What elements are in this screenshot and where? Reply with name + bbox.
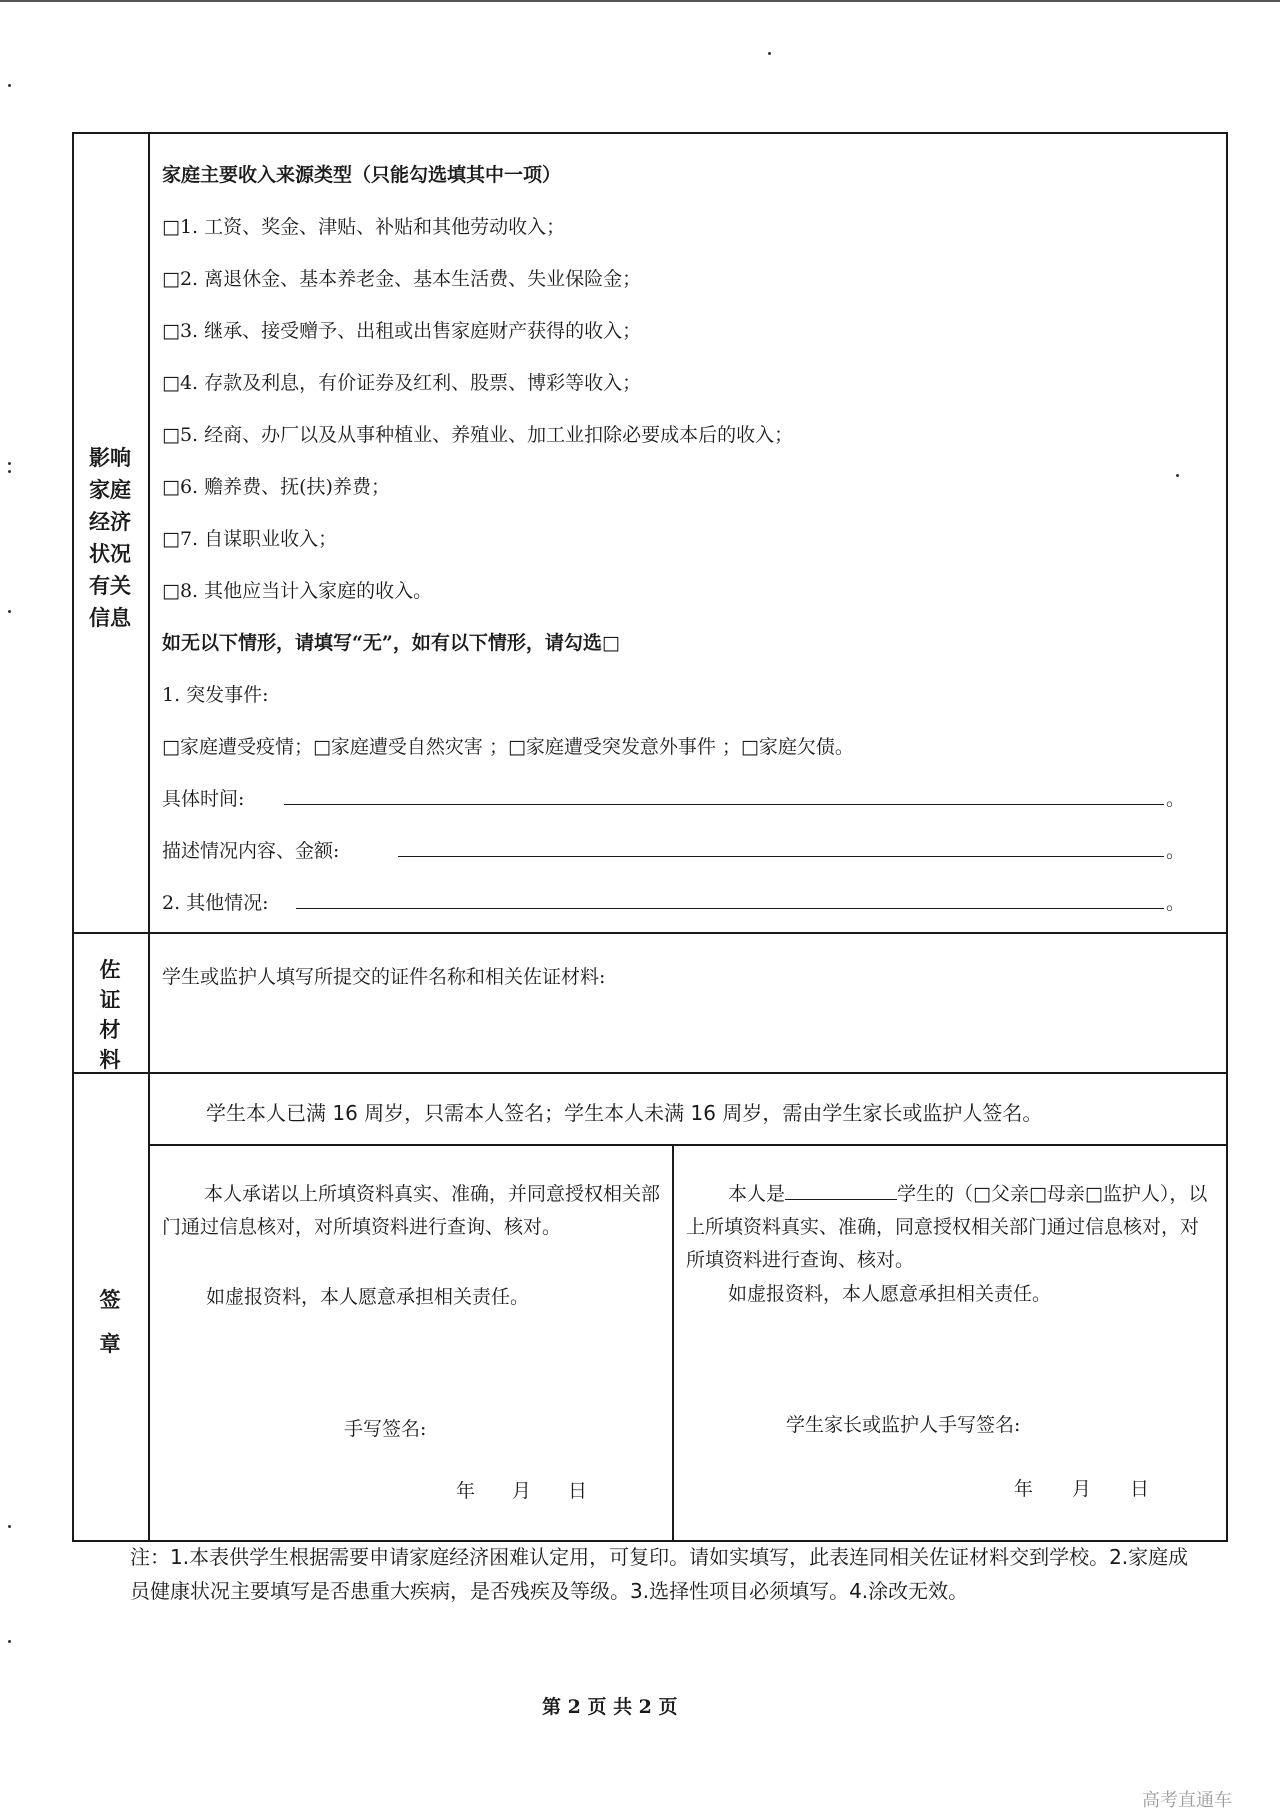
income-option-1[interactable]: □1. 工资、奖金、津贴、补贴和其他劳动收入；: [162, 216, 566, 238]
evidence-prompt: 学生或监护人填写所提交的证件名称和相关佐证材料:: [162, 966, 606, 988]
income-option-2[interactable]: □2. 离退休金、基本养老金、基本生活费、失业保险金；: [162, 268, 642, 290]
table-border-right: [1226, 132, 1228, 1542]
student-date-day: 日: [568, 1480, 588, 1502]
other-input-line[interactable]: [296, 908, 1164, 909]
signature-instruction: 学生本人已满 16 周岁，只需本人签名；学生本人未满 16 周岁，需由学生家长或监护人签名。: [206, 1101, 1043, 1125]
income-option-3[interactable]: □3. 继承、接受赠予、出租或出售家庭财产获得的收入；: [162, 320, 642, 342]
page-number: 第 2 页 共 2 页: [542, 1696, 678, 1718]
student-liability: 如虚报资料，本人愿意承担相关责任。: [206, 1286, 530, 1308]
label-line: 经济: [89, 509, 131, 534]
guardian-date-year: 年: [1014, 1478, 1034, 1500]
student-promise-text: 本人承诺以上所填资料真实、准确，并同意授权相关部门通过信息核对，对所填资料进行查询、核对。: [162, 1183, 661, 1238]
guardian-promise-rest: 学生的（□父亲□母亲□监护人），以上所填资料真实、准确，同意授权相关部门通过信息核对，对所填资料进行查询、核对。: [686, 1183, 1208, 1271]
time-label: 具体时间:: [162, 788, 245, 810]
scan-speck: [8, 462, 11, 465]
income-option-8[interactable]: □8. 其他应当计入家庭的收入。: [162, 580, 433, 602]
income-option-7[interactable]: □7. 自谋职业收入；: [162, 528, 338, 550]
desc-label: 描述情况内容、金额:: [162, 840, 340, 862]
guardian-liability: 如虚报资料，本人愿意承担相关责任。: [728, 1283, 1052, 1305]
student-sign-label: 手写签名:: [344, 1418, 427, 1440]
table-border-left: [72, 132, 74, 1542]
label-line: 状况: [89, 541, 131, 566]
student-promise: [162, 1178, 662, 1244]
student-date-month: 月: [512, 1480, 532, 1502]
watermark: 高考直通车: [1142, 1790, 1232, 1811]
guardian-date-month: 月: [1072, 1478, 1092, 1500]
desc-input-line[interactable]: [398, 856, 1164, 857]
row-divider-1: [72, 932, 1228, 934]
period-mark: 。: [1166, 788, 1186, 810]
label-line: 材: [99, 1017, 121, 1042]
income-option-5[interactable]: □5. 经商、办厂以及从事种植业、养殖业、加工业扣除必要成本后的收入；: [162, 424, 794, 446]
label-line: 料: [99, 1047, 121, 1072]
guardian-promise-prefix: 本人是: [728, 1183, 786, 1205]
period-mark: 。: [1166, 892, 1186, 914]
scan-speck: [8, 1640, 11, 1643]
row-divider-2: [72, 1072, 1228, 1074]
scan-speck: [8, 84, 11, 87]
student-name-blank[interactable]: [785, 1179, 897, 1200]
scan-speck: [8, 1525, 11, 1528]
situation-heading: 如无以下情形，请填写“无”，如有以下情形，请勾选□: [162, 632, 620, 654]
student-signature-area[interactable]: [460, 1400, 660, 1444]
guardian-date-day: 日: [1130, 1478, 1150, 1500]
guardian-promise: [686, 1178, 1216, 1277]
label-line: 家庭: [89, 477, 131, 502]
label-line: 信息: [89, 605, 131, 630]
guardian-sign-label: 学生家长或监护人手写签名:: [786, 1414, 1021, 1436]
scan-speck: [768, 52, 771, 55]
signature-section-label: [80, 1278, 140, 1366]
emergency-options[interactable]: □家庭遭受疫情；□家庭遭受自然灾害 ；□家庭遭受突发意外事件 ；□家庭欠债。: [162, 736, 854, 758]
student-date-year: 年: [456, 1480, 476, 1502]
time-input-line[interactable]: [284, 804, 1164, 805]
other-label: 2. 其他情况:: [162, 892, 269, 914]
income-source-heading: 家庭主要收入来源类型（只能勾选填其中一项）: [162, 164, 562, 186]
signature-split-divider: [672, 1144, 674, 1540]
scan-speck: [8, 470, 11, 473]
scan-speck: [8, 610, 11, 613]
income-option-6[interactable]: □6. 赡养费、抚(扶)养费；: [162, 476, 390, 498]
label-column-divider: [148, 132, 150, 1542]
income-option-4[interactable]: □4. 存款及利息，有价证券及红利、股票、博彩等收入；: [162, 372, 642, 394]
scan-speck: [1176, 474, 1179, 477]
label-line: 有关: [89, 573, 131, 598]
label-line: 证: [99, 987, 121, 1012]
label-line: 签: [99, 1287, 121, 1312]
top-edge-line: [0, 0, 1280, 2]
sign-instruction-divider: [148, 1144, 1228, 1146]
label-line: 章: [99, 1331, 121, 1356]
guardian-signature-area[interactable]: [1072, 1396, 1212, 1440]
income-section-label: [80, 442, 140, 634]
label-line: 佐: [99, 957, 121, 982]
emergency-title: 1. 突发事件:: [162, 684, 269, 706]
table-border-top: [72, 132, 1228, 134]
footnote: 注：1.本表供学生根据需要申请家庭经济困难认定用，可复印。请如实填写，此表连同相关佐证材料交到学校。2.家庭成员健康状况主要填写是否患重大疾病，是否残疾及等级。3.选择性项目必须填写。4.涂改无效。: [130, 1545, 1189, 1603]
evidence-section-label: [80, 955, 140, 1075]
label-line: 影响: [89, 445, 131, 470]
period-mark: 。: [1166, 840, 1186, 862]
